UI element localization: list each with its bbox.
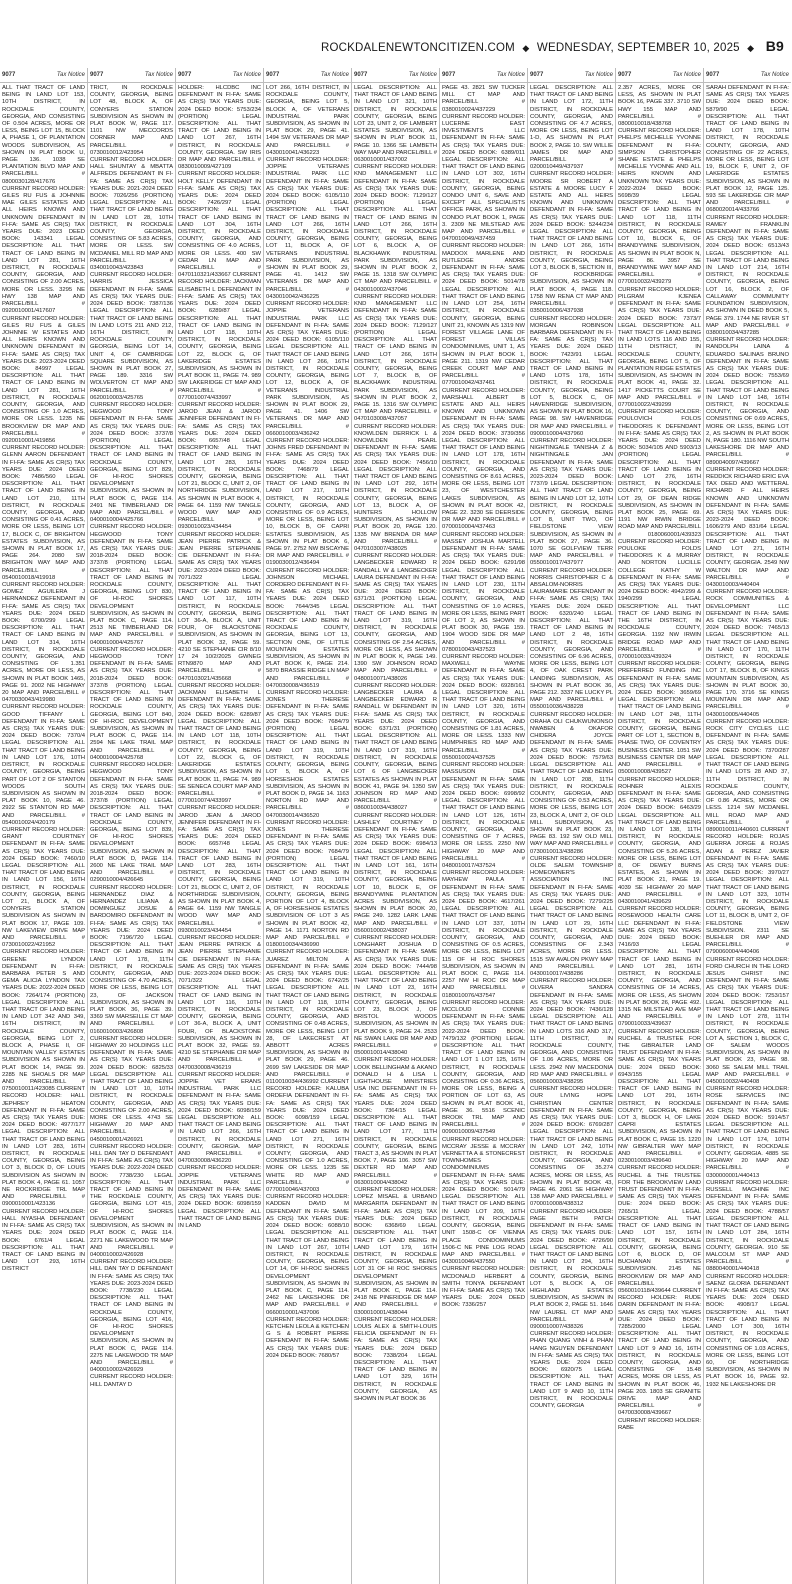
legal-notice-column	[352, 68, 440, 1584]
category-title: Tax Notice	[496, 72, 525, 78]
notice-text: HOLDER: HLCDBC INC DEFENDANT IN FI-FA: SAME AS CR(S) TAX YEARS DUE: 2024 DEED BOOK: 5753/234 (PORTION) LEGAL DESCRIPTION: ALL THAT TRACT OF LAND BEING IN LAND LOT 267, 16TH DISTRICT, IN ROCKDALE COUNTY, GEORGIA. SW IRIS DR MAP AND PARCEL/BILL # 0830010009/427109 CURRENT RECORD HOLDER: HOLT KELLY DEFENDANT IN FI-FA: SAME AS CR(S) TAX YEARS DUE: 2024 DEED BOOK: 7426/297 LEGAL DESCRIPTION: ALL THAT TRACT OF LAND BEING IN LAND LOT 304, 16TH DISTRICT, IN ROCKDALE COUNTY, GEORGIA, AND CONSISTING OF 4.0 ACRES, MORE OR LESS. 400 SW CEDAR LN MAP AND PARCEL/BILL # 0470110321/433667 CURRENT RECORD HOLDER: JACKMAN ELISABETH L DEFENDANT IN FI-FA: SAME AS CR(S) TAX YEARS DUE: 2024 DEED BOOK: 6289/87 LEGAL DESCRIPTION: ALL THAT TRACT OF LAND BEING IN LAND LOT 118, 10TH DISTRICT, IN ROCKDALE COUNTY, GEORGIA, BEING LOT 22, BLOCK G, OF LAKERIDGE ESTATES SUBDIVISION, AS SHOWN IN PLAT BOOK 11, PAGE 74. 989 SW LAKERIDGE CT MAP AND PARCEL/BILL # 0770010074/433997 CURRENT RECORD HOLDER: JAROD JEAN & JAROD JENNIFER DEFENDANT IN FI-FA: SAME AS CR(S) TAX YEARS DUE: 2024 DEED BOOK: 6657/48 LEGAL DESCRIPTION: ALL THAT TRACT OF LAND BEING IN LAND LOT 283, 16TH DISTRICT, IN ROCKDALE COUNTY, GEORGIA, BEING LOT 21, BLOCK C, UNIT 2, OF NORTHRIDGE SUBDIVISION, AS SHOWN IN PLAT BOOK 4, PAGE 64. 1159 NW TANGLE WOOD WAY MAP AND PARCEL/BILL # 0930010023/434454 CURRENT RECORD HOLDER: JEAN PIERRE PATRICK & JEAN PIERRE STEPHANIE CIE DEFENDANT IN FI-FA: SAME AS CR(S) TAX YEARS DUE: 2023-2024 DEED BOOK: 7071/322 LEGAL DESCRIPTION: ALL THAT TRACT OF LAND BEING IN LAND LOT 117, 10TH DISTRICT, IN ROCKDALE COUNTY, GEORGIA, BEING LOT 36-A, BLOCK A, UNIT FOUR, OF BLACKSTONE SUBDIVISION, AS SHOWN IN PLAT BOOK 32, PAGE 59. 4210 SE STEPHANIE CIR 8/10 17 24 10/2/2025 GWNEG RTN9870 MAP AND PARCEL/BILL # 0470103021/435668 CURRENT RECORD HOLDER: JACKMAN ELISABETH L DEFENDANT IN FI-FA: SAME AS CR(S) TAX YEARS DUE: 2024 DEED BOOK: 6289/87 LEGAL DESCRIPTION: ALL THAT TRACT OF LAND BEING IN LAND LOT 118, 10TH DISTRICT, IN ROCKDALE COUNTY, GEORGIA, BEING LOT 22, BLOCK G, OF LAKERIDGE ESTATES SUBDIVISION, AS SHOWN IN PLAT BOOK 11, PAGE 74. 989 SE SENECA COURT MAP AND PARCEL/BILL # 0770010074/433997 CURRENT RECORD HOLDER: JAROD JEAN & JAROD JENNIFER DEFENDANT IN FI-FA: SAME AS CR(S) TAX YEARS DUE: 2024 DEED BOOK: 6657/48 LEGAL DESCRIPTION: ALL THAT TRACT OF LAND BEING IN LAND LOT 283, 16TH DISTRICT, IN ROCKDALE COUNTY, GEORGIA, BEING LOT 21, BLOCK C, UNIT 2, OF NORTHRIDGE SUBDIVISION, AS SHOWN IN PLAT BOOK 4, PAGE 64. 1159 NW TANGLE WOOD WAY MAP AND PARCEL/BILL # 0930010023/434454 CURRENT RECORD HOLDER: JEAN PIERRE PATRICK & JEAN PIERRE STEPHANIE CIE DEFENDANT IN FI-FA: SAME AS CR(S) TAX YEARS DUE: 2023-2024 DEED BOOK: 7071/322 LEGAL DESCRIPTION: ALL THAT TRACT OF LAND BEING IN LAND LOT 116, 10TH DISTRICT, IN ROCKDALE COUNTY, GEORGIA, BEING LOT 36-A, BLOCK A, UNIT FOUR, OF BLACKSTONE SUBDIVISION, AS SHOWN IN PLAT BOOK 32, PAGE 59. 4210 SE STEPHANIE CIR MAP AND PARCEL/BILL # 0470030008/436219 CURRENT RECORD HOLDER: JOPPIE VET ERANS INDUSTRIAL PARK LLC DEFENDANT IN FI-FA: SAME AS CR(S) TAX YEARS DUE: 2024 DEED BOOK: 6098/159 LEGAL DESCRIPTION: ALL THAT TRACT OF LAND BEING IN LAND LOT 266, 16TH DISTRICT, IN ROCKDALE COUNTY, GEORGIA. MAP AND PARCEL/BILL # 0470030008/436220 CURRENT RECORD HOLDER: JOPPIE VETERANS INDUSTRIAL PARK LLC DEFENDANT IN FI-FA: SAME AS CR(S) TAX YEARS DUE: 2024 DEED BOOK: 6098/159 LEGAL DESCRIPTION: ALL THAT TRACT OF LAND BEING IN LAND	[178, 85, 261, 1230]
legal-notice-column	[616, 68, 704, 1584]
notice-text: LOT 266, 16TH DISTRICT, IN ROCKDALE COUNTY, GEORGIA, BEING LOT 5, BLOCK A, OF VETERANS INDUSTRIAL PARK SUBDIVISION, AS SHOWN IN PLAT BOOK 29, PAGE 41. 1494 SW VETERANS DR MAP AND PARCEL/BILL # 0430010041/436223 CURRENT RECORD HOLDER: JOPPIE VETERANS INDUSTRIAL PARK LLC DEFENDANT IN FI-FA: SAME AS CR(S) TAX YEARS DUE: 2024 DEED BOOK: 6105/110 (PORTION) LEGAL DESCRIPTION: ALL THAT TRACT OF LAND BEING IN LAND LOT 266, 16TH DISTRICT, IN ROCKDALE COUNTY, GEORGIA, BEING LOT 11, BLOCK A, OF VETERANS INDUSTRIAL PARK SUBDIVISION, AS SHOWN IN PLAT BOOK 29, PAGE 41. 1412 SW VETERANS DR MAP AND PARCEL/BILL # 0430010042/436225 CURRENT RECORD HOLDER: JOPPIE VETERANS INDUSTRIAL PARK LLC DEFENDANT IN FI-FA: SAME AS CR(S) TAX YEARS DUE: 2024 DEED BOOK: 6105/110 LEGAL DESCRIPTION: ALL THAT TRACT OF LAND BEING IN LAND LOT 266, 16TH DISTRICT, IN ROCKDALE COUNTY, GEORGIA, BEING LOT 12, BLOCK A, OF VETERANS INDUSTRIAL PARK SUBDIVISION, AS SHOWN IN PLAT BOOK 29, PAGE 41. 1406 SW VETERANS DR MAP AND PARCEL/BILL # 0660010003/436242 CURRENT RECORD HOLDER: JOHNS FRED DEFENDANT IN FI-FA: SAME AS CR(S) TAX YEARS DUE: 2024 DEED BOOK: 7468/79 LEGAL DESCRIPTION: ALL THAT TRACT OF LAND BEING IN LAND LOT 217, 10TH DISTRICT, IN ROCKDALE COUNTY, GEORGIA, AND CONSISTING OF 0.9 ACRES, MORE OR LESS, BEING LOT 10, BLOCK B, OF CAPRI ESTATES SUBDIVISION, AS SHOWN IN PLAT BOOK 6, PAGE 97. 2752 NW BISCAYNE DR MAP AND PARCEL/BILL # 0190030012/436494 CURRENT RECORD HOLDER: JOHNSON MICHAEL CORDERO DEFENDANT IN FI-FA: SAME AS CR(S) TAX YEARS DUE: 2024 DEED BOOK: 7644/345 LEGAL DESCRIPTION: ALL THAT TRACT OF LAND BEING IN ROCKDALE COUNTY, GEORGIA, BEING LOT 13, SECTION ONE, OF LITTLE MOUNTAIN ESTATES SUBDIVISION, AS SHOWN IN PLAT BOOK K, PAGE 214. 5870 BRASSIE RIDGE LN MAP AND PARCEL/BILL # 0470030008/436519 CURRENT RECORD HOLDER: JONES THERESE DEFENDANT IN FI-FA: SAME AS CR(S) TAX YEARS DUE: 2024 DEED BOOK: 7684/79 (PORTION) LEGAL DESCRIPTION: ALL THAT TRACT OF LAND BEING IN LAND LOT 319, 10TH DISTRICT, IN ROCKDALE COUNTY, GEORGIA, BEING LOT 5, BLOCK A, OF HORSESHOE ESTATES SUBDIVISION, AS SHOWN IN PLAT BOOK D, PAGE 14. 1163 NORTON RD MAP AND PARCEL/BILL # 0470030014/436520 CURRENT RECORD HOLDER: JONES THERESE DEFENDANT IN FI-FA: SAME AS CR(S) TAX YEARS DUE: 2024 DEED BOOK: 7684/79 (PORTION) LEGAL DESCRIPTION: ALL THAT TRACT OF LAND BEING IN LAND LOT 319, 10TH DISTRICT, IN ROCKDALE COUNTY, GEORGIA, BEING PORTION OF LOT 4, BLOCK A, OF HORSESHOE ESTATES SUBDIVISION OF LOT 3 AS SHOWN IN PLAT BOOK 42, PAGE 14. 1171 NORTON RD MAP AND PARCEL/BILL # 0180010034/436990 CURRENT RECORD HOLDER: JUAREZ MILTON A DEFENDANT IN FI-FA: SAME AS CR(S) TAX YEARS DUE: 2024 DEED BOOK: 6742/25 LEGAL DESCRIPTION: ALL THAT TRACT OF LAND BEING IN LAND LOT 118, 10TH DISTRICT, IN ROCKDALE COUNTY, GEORGIA, AND CONSISTING OF 0.48 ACRES, MORE OR LESS, BEING LOT 28, OF LAKECREST AT ABBOTT ACRES SUBDIVISION, AS SHOWN IN PLAT BOOK 29, PAGE 46. 2699 SW LAKESIDE DR MAP AND PARCEL/BILL # 0110010034/436992 CURRENT RECORD HOLDER: KALUBA ORDEFIA DEFENDANT IN FI-FA: SAME AS CR(S) TAX YEARS DUE: 2024 DEED BOOK: 6098/159 LEGAL DESCRIPTION: ALL THAT TRACT OF LAND BEING IN LAND LOT 271, 16TH DISTRICT, IN ROCKDALE COUNTY, GEORGIA, AND CONSISTING OF 1.0 ACRES, MORE OR LESS. 1235 SE WHITE RD MAP AND PARCEL/BILL # 0770010046/437003 CURRENT RECORD HOLDER: KADDEN DAVID M DEFENDANT IN FI-FA: SAME AS CR(S) TAX YEARS DUE: 2024 DEED BOOK: 6088/10 LEGAL DESCRIPTION: ALL THAT TRACT OF LAND BEING IN LAND LOT 267, 10TH DISTRICT, IN ROCKDALE COUNTY, GEORGIA, BEING LOT 14, OF HI-ROC SHORES DEVELOPMENT SUBDIVISION, AS SHOWN IN PLAT BOOK C, PAGE 114. 2462 NE LAKESHORE DR MAP AND PARCEL/BILL # 0660010001/437006 CURRENT RECORD HOLDER: KETCHEN LEOLA & KETCHEN G S & ROBERT PIERRE DEFENDANT IN FI-FA: SAME AS CR(S) TAX YEARS DUE: 2024 DEED BOOK: 7680/57	[266, 85, 349, 1359]
category-title: Tax Notice	[672, 72, 701, 78]
column-header	[176, 68, 263, 83]
legal-notice-column	[440, 68, 528, 1584]
column-header	[440, 68, 527, 83]
masthead	[0, 0, 792, 66]
category-code: 9077	[530, 72, 544, 78]
category-title: Tax Notice	[144, 72, 173, 78]
diamond-separator-icon: ◆	[747, 43, 755, 53]
legal-notice-column	[264, 68, 352, 1584]
legal-notice-column	[176, 68, 264, 1584]
column-header	[352, 68, 439, 83]
legal-notice-column	[704, 68, 791, 1584]
legal-notice-column	[0, 68, 88, 1584]
legal-notice-column	[88, 68, 176, 1584]
page-number: B9	[765, 38, 784, 54]
notice-text: PAGE 43. 2821 SW TUCKER MILL CT MAP AND PARCEL/BILL # 0380010024/437229 CURRENT RECORD HOLDER: LUCERNE EAST INVESTMENTS LLC DEFENDANT IN FI-FA: SAME AS CR(S) TAX YEARS DUE: 2024 DEED BOOK: 6389/011 LEGAL DESCRIPTION: ALL THAT TRACT OF LAND BEING IN LAND LOT 302, 16TH DISTRICT, IN ROCKDALE COUNTY, GEORGIA, BEING CONDO UNIT 6, SAVE AND EXCEPT ALL SPECIALISTS OFFICE PARK, AS SHOWN IN CONDO PLAT BOOK 1, PAGE 3. 2309 NE MILSTEAD AVE MAP AND PARCEL/BILL # 0470010049/437459 CURRENT RECORD HOLDER: MADDOX MARLENE AND RUTLEDGE ANDRE DEFENDANT IN FI-FA: SAME AS CR(S) TAX YEARS DUE: 2024 DEED BOOK: 5014/78 LEGAL DESCRIPTION: ALL THAT TRACT OF LAND BEING IN LAND LOT 254, 16TH DISTRICT, IN ROCKDALE COUNTY, GEORGIA, BEING UNIT 21, KNOWN AS 1319 NW FOREST VILLAGE LANE OF FOREST VILLAS CONDOMINIUMS, UNIT 1, AS SHOWN IN PLAT BOOK 1, PAGE 211. 1319 NW CEDAR CREEK COURT MAP AND PARCEL/BILL # 0770010042/437461 CURRENT RECORD HOLDER: MARSHALL ALBERT B ESTATE AND ALL HEIRS KNOWN AND UNKNOWN DEFENDANT IN FI-FA: SAME AS CR(S) TAX YEARS DUE: 2024 DEED BOOK: 3739/356 LEGAL DESCRIPTION: ALL THAT TRACT OF LAND BEING IN LAND LOT 178, 16TH DISTRICT, IN ROCKDALE COUNTY, GEORGIA, AND CONSISTING OF 8.61 ACRES, MORE OR LESS, BEING LOT 23, OF WESTCHESTER LAKES SUBDIVISION, AS SHOWN IN PLAT BOOK 42, PAGE 22. 3230 SE DEERSIDE DR MAP AND PARCEL/BILL # 0700010004/437463 CURRENT RECORD HOLDER: MASSEY JOSHUA MARTELL DEFENDANT IN FI-FA: SAME AS CR(S) TAX YEARS DUE: 2024 DEED BOOK: 6291/98 LEGAL DESCRIPTION: ALL THAT TRACT OF LAND BEING IN LAND LOT 230, 11TH DISTRICT, IN ROCKDALE COUNTY, GEORGIA, AND CONSISTING OF 1.0 ACRES, MORE OR LESS, BEING PART OF LOT 2, AS SHOWN IN PLAT BOOK 30, PAGE 159. 1904 WOOD SIDE DR MAP AND PARCEL/BILL # 0780010043/437523 CURRENT RECORD HOLDER: MAXWELL WAYNE DEFENDANT IN FI-FA: SAME AS CR(S) TAX YEARS DUE: 2024 DEED BOOK: 6928/161 LEGAL DESCRIPTION: ALL THAT TRACT OF LAND BEING IN LAND LOT 320, 16TH DISTRICT, IN ROCKDALE COUNTY, GEORGIA, AND CONSISTING OF 1.81 ACRES, MORE OR LESS. 1333 NW HUMPHRIES RD MAP AND PARCEL/BILL # 0550010024/437525 CURRENT RECORD HOLDER: MASSUSON DEA DEFENDANT IN FI-FA: SAME AS CR(S) TAX YEARS DUE: 2024 DEED BOOK: 6998/92 LEGAL DESCRIPTION: ALL THAT TRACT OF LAND BEING IN LAND LOT 126, 16TH DISTRICT, IN ROCKDALE COUNTY, GEORGIA, AND CONSISTING OF 7 ACRES, MORE OR LESS. 2250 NW HIGHWAY 20 MAP AND PARCEL/BILL # 0480010017/437524 CURRENT RECORD HOLDER: MAYHEW PAULA T DEFENDANT IN FI-FA: SAME AS CR(S) TAX YEARS DUE: 2024 DEED BOOK: 4617/261 LEGAL DESCRIPTION: ALL THAT TRACT OF LAND BEING IN LAND LOT 337, 10TH DISTRICT, IN ROCKDALE COUNTY, GEORGIA, AND CONSISTING OF 0.5 ACRES, MORE OR LESS, BEING LOT 115 OF HI ROC SHORES SUBDIVISION, AS SHOWN IN PLAT BOOK C, PAGE 114. 2257 NW HI ROC DR MAP AND PARCEL/BILL # 0180010076/437547 CURRENT RECORD HOLDER: MCCLOUD CONNIE DEFENDANT IN FI-FA: SAME AS CR(S) TAX YEARS DUE: 2022-2024 DEED BOOK: 7479/132 (PORTION) LEGAL DESCRIPTION: ALL THAT TRACT OF LAND BEING IN LAND LOT 1 LOT 125, 16TH DISTRICT, IN ROCKDALE COUNTY, GEORGIA, AND CONSISTING OF 0.36 ACRES, MORE OR LESS, BEING A PORTION OF LOT 63, AS SHOWN IN PLAT BOOK 41, PAGE 36. 5516 SCENIC BROOK TRL MAP AND PARCEL/BILL # 0090010009/437549 CURRENT RECORD HOLDER: MCCRAY JESSE & MCCRAY VERNETTA A & STONECREST TOWNHOMES CONDOMINIUMS DEFENDANT IN FI-FA: SAME AS CR(S) TAX YEARS DUE: 2024 DEED BOOK: 5014/79 LEGAL DESCRIPTION: ALL THAT TRACT OF LAND BEING IN LAND LOT 209, 16TH DISTRICT, IN ROCKDALE COUNTY, GEORGIA, BEING UNIT 1508-C OF VIENNA PLACE CONDOMINIUMS 1506-C NE PINE LOG ROAD MAP AND PARCEL/BILL # 0430010046/437550 CURRENT RECORD HOLDER: MCDONALD HERBERT & SMITH TONYA DEFENDANT IN FI-FA: SAME AS CR(S) TAX YEARS DUE: 2024 DEED BOOK: 7336/257	[442, 85, 525, 1309]
category-code: 9077	[442, 72, 456, 78]
category-code: 9077	[178, 72, 192, 78]
column-header	[528, 68, 615, 83]
category-title: Tax Notice	[56, 72, 85, 78]
column-header	[704, 68, 791, 83]
site-url[interactable]: ROCKDALENEWTONCITIZEN.COM	[321, 42, 515, 54]
issue-date: WEDNESDAY, SEPTEMBER 10, 2025	[536, 42, 740, 54]
category-title: Tax Notice	[584, 72, 613, 78]
page-header	[321, 38, 784, 54]
notice-text: SARAH DEFENDANT IN FI-FA: SAME AS CR(S) TAX YEARS DUE: 2024 DEED BOOK: 5879/90 LEGAL DESCRIPTION: ALL THAT TRACT OF LAND BEING IN LAND LOT 178, 10TH DISTRICT, IN ROCKDALE COUNTY, GEORGIA, AND CONSISTING OF 22 ACRES, MORE OR LESS, BEING LOT 19, BLOCK F, UNIT 2, OF LAKERIDGE ESTATES SUBDIVISION, AS SHOWN IN PLAT BOOK 12, PAGE 125. 593 SE LAKERIDGE CIR MAP AND PARCEL/BILL # 0680020014/433766 CURRENT RECORD HOLDER: RAMEY FRANKLIN DEFENDANT IN FI-FA: SAME AS CR(S) TAX YEARS DUE: 2024 DEED BOOK: 6513/43 LEGAL DESCRIPTION: ALL THAT TRACT OF LAND BEING IN LAND LOT 214, 16TH DISTRICT, IN ROCKDALE COUNTY, GEORGIA, BEING LOT 16, BLOCK 2, OF CALLAWAY COMMUNITY FOUNDATION SUBDIVISION, AS SHOWN IN DEED BOOK 5, PAGE 379. 1744 NE RIVER ST MAP AND PARCEL/BILL # 0380010034/437285 CURRENT RECORD HOLDER: RANDOLPH LAINA & EDUARDO SALINAS BRUNO DEFENDANT IN FI-FA: SAME AS CR(S) TAX YEARS DUE: 2024 DEED BOOK: 7553/69 LEGAL DESCRIPTION: ALL THAT TRACT OF LAND BEING IN LAND LOT 148, 16TH DISTRICT, IN ROCKDALE COUNTY, GEORGIA, AND CONSISTING OF 0.69 ACRES, MORE OR LESS, BEING LOT 2, AS SHOWN IN PLAT BOOK N, PAGE 180. 1116 NW SOUTH LAKESHORE DR MAP AND PARCEL/BILL # 0890040097/439667 CURRENT RECORD HOLDER: REDDICK RICHARD ERIC EVA TAX DEED AND WETTERAL RICHARD F ALL HEIRS KNOWN AND UNKNOWN DEFENDANT IN FI-FA: SAME AS CR(S) TAX YEARS DUE: 2023-2024 DEED BOOK: 1606/279 AND 831/64 LEGAL DESCRIPTION: ALL THAT TRACT OF LAND BEING IN LAND LOT 271, 16TH DISTRICT, IN ROCKDALE COUNTY, GEORGIA. 2549 NW WALTON DR MAP AND PARCEL/BILL # 0430010003/440404 CURRENT RECORD HOLDER: ROCK COMMUNITIES & DEVELOPMENT LLC DEFENDANT IN FI-FA: SAME AS CR(S) TAX YEARS DUE: 2024 DEED BOOK: 7465/13 LEGAL DESCRIPTION: ALL THAT TRACT OF LAND BEING IN LAND LOT 170, 11TH DISTRICT, IN ROCKDALE COUNTY, GEORGIA, BEING LOT 17, BLOCK B, OF KINGS MOUNTAIN SUBDIVISION, AS SHOWN IN PLAT BOOK 30, PAGE 170. 3716 SE KINGS MOUNTAIN DR MAP AND PARCEL/BILL # 0430010005/440405 CURRENT RECORD HOLDER: ROCK CITY CYCLES LLC DEFENDANT IN FI-FA: SAME AS CR(S) TAX YEARS DUE: 2024 DEED BOOK: 7370/287 LEGAL DESCRIPTION: ALL THAT TRACT OF LAND BEING IN LAND LOTS 28 AND 37, 11TH DISTRICT, IN ROCKDALE COUNTY, GEORGIA, AND CONSISTING OF 0.86 ACRES, MORE OR LESS. 1214 SW MCDANIEL MILL ROAD MAP AND PARCEL/BILL # 0890010011/440601 CURRENT RECORD HOLDER: ROJAS GUERRA JORGE & ROJAS ADAN & PEREZ JAVIER DEFENDANT IN FI-FA: SAME AS CR(S) TAX YEARS DUE: 2024 DEED BOOK: 3970/27 LEGAL DESCRIPTION: ALL THAT TRACT OF LAND BEING IN LAND LOT 323, 10TH DISTRICT, IN ROCKDALE COUNTY, GEORGIA, BEING LOT 11, BLOCK B, UNIT 2, OF FIELDSTONE VIEW SUBDIVISION. 2311 SE BUEHLER DR MAP AND PARCEL/BILL # 0790060004/440406 CURRENT RECORD HOLDER: FORD CHURCH IN THE LORD JESUS CHRIST INC DEFENDANT IN FI-FA: SAME AS CR(S) TAX YEARS DUE: 2024 DEED BOOK: 7253/157 LEGAL DESCRIPTION: ALL THAT TRACT OF LAND BEING IN LAND LOT 278, 11TH DISTRICT, IN ROCKDALE COUNTY, GEORGIA, BEING LOT A, SECTION 1, BLOCK C, OF SALEM WOODS SUBDIVISION, AS SHOWN IN PLAT BOOK 23, PAGE 98. 3060 SE SALEM MILL TRAIL MAP AND PARCEL/BILL # 0450010032/440408 CURRENT RECORD HOLDER: ROSE SERVICES INC DEFENDANT IN FI-FA: SAME AS CR(S) TAX YEARS DUE: 2024 DEED BOOK: 5914/57 LEGAL DESCRIPTION: ALL THAT TRACT OF LAND BEING IN LAND LOT 174, 10TH DISTRICT, IN ROCKDALE COUNTY, GEORGIA. 4885 SE HIGHWAY 20 MAP AND PARCEL/BILL # 0300000001/440413 CURRENT RECORD HOLDER: RUSSELL MACHINE INC DEFENDANT IN FI-FA: SAME AS CR(S) TAX YEARS DUE: 2024 DEED BOOK: 4788/57 LEGAL DESCRIPTION: ALL THAT TRACT OF LAND BEING IN LAND LOT 284, 16TH DISTRICT, IN ROCKDALE COUNTY, GEORGIA. 910 SE MALCOLM ST MAP AND PARCEL/BILL # 0880040001/440418 CURRENT RECORD HOLDER: SAENZ GLORIA DEFENDANT IN FI-FA: SAME AS CR(S) TAX YEARS DUE: 2024 DEED BOOK: 4908/17 LEGAL DESCRIPTION: ALL THAT TRACT OF LAND BEING IN LAND LOT 300, 16TH DISTRICT, IN ROCKDALE COUNTY, GEORGIA, AND CONSISTING OF 1.03 ACRES, MORE OR LESS, BEING LOT 60, OF NORTHRIDGE SUBDIVISION, AS SHOWN IN PLAT BOOK 16, PAGE 92. 1932 NE LAKESHORE DR	[706, 85, 789, 1388]
column-header	[264, 68, 351, 83]
category-code: 9077	[2, 72, 16, 78]
notice-text: 2.357 ACRES, MORE OR LESS, AS SHOWN IN PLAT BOOK 16, PAGE 337. 3710 SW HWY 155 MAP AND PARCEL/BILL # 0800010018/438768 CURRENT RECORD HOLDER: PHELPS MICHELLE YVONNE DEFENDANT IN FI-FA: SIMPSON CHRISTOPHER SHANE ESTATE & PHELPS MICHELLE YVONNE AND ALL HEIRS KNOWN AND UNKNOWN TAX YEARS DUE: 2022-2024 DEED BOOK: 5698/39 LEGAL DESCRIPTION: ALL THAT TRACT OF LAND BEING IN LAND LOT 118, 11TH DISTRICT, IN ROCKDALE COUNTY, GEORGIA, BEING LOT 10, BLOCK E, OF BRANDYWINE SUBDIVISION, AS SHOWN IN PLAT BOOK N, PAGE 86. 3957 SE BRANDYWINE WAY MAP AND PARCEL/BILL # 0770010032/439279 CURRENT RECORD HOLDER: PILGRAM KJENEA DEFENDANT IN FI-FA: SAME AS CR(S) TAX YEARS DUE: 2024 DEED BOOK: 7373/7 LEGAL DESCRIPTION: ALL THAT TRACT OF LAND BEING IN LAND LOTS 116 AND 155, 11TH DISTRICT, IN ROCKDALE COUNTY, GEORGIA, BEING LOT 5, OF PLANTATION RIDGE ESTATES SUBDIVISION, AS SHOWN IN PLAT BOOK 41, PAGE 32. 1417 PICKETTS COURT SE MAP AND PARCEL/BILL # 0770010022/439299 CURRENT RECORD HOLDER: POULOVICH FOLOS THEODORIS K DEFENDANT IN FI-FA: SAME AS CR(S) TAX YEARS DUE: 2024 DEED BOOK: 5034/105 AND 5903/13 (PORTION) LEGAL DESCRIPTION: ALL THAT TRACT OF LAND BEING IN LAND LOT 276, 16TH DISTRICT, IN ROCKDALE COUNTY, GEORGIA, BEING LOT 29, OF DEAN RIDGE SUBDIVISION, AS SHOWN IN PLAT BOOK 25, PAGE 69. 1191 NW IRWIN BRIDGE ROAD MAP AND PARCEL/BILL # 0180060001/439323 CURRENT RECORD HOLDER: POULOKE FOLDS THEODORIS K & MURRAY AND NORTON LUCILLE COLLEGE KATHY W DEFENDANT IN FI-FA: SAME AS CR(S) TAX YEARS DUE: 2024 DEED BOOK: 4942/299 & 1940/299 LEGAL DESCRIPTION: ALL THAT TRACT OF LAND BEING IN THE 16TH DISTRICT, IN ROCKDALE COUNTY, GEORGIA. 1192 NW IRWIN BRIDGE ROAD MAP AND PARCEL/BILL # 0700010033/439324 CURRENT RECORD HOLDER: PREFERRED FUNDING INC DEFENDANT IN FI-FA: SAME AS CR(S) TAX YEARS DUE: 2024 DEED BOOK: 3659/69 LEGAL DESCRIPTION: ALL THAT TRACT OF LAND BEING IN LAND LOT 248, 11TH DISTRICT, IN ROCKDALE COUNTY, GEORGIA, BEING PART OF LOT 1, SECTION B, PHASE TWO, OF COVENTRY BUSINESS CENTER. 1051 SW BUSINESS CENTER DR MAP AND PARCEL/BILL # 0500010008/439527 CURRENT RECORD HOLDER: ROHNER ALEXIS DEFENDANT IN FI-FA: SAME AS CR(S) TAX YEARS DUE: 2024 DEED BOOK: 6463/29 LEGAL DESCRIPTION: ALL THAT TRACT OF LAND BEING IN LAND LOT 138, 11TH DISTRICT, IN ROCKDALE COUNTY, GEORGIA, AND CONSISTING OF 5.26 ACRES, MORE OR LESS, BEING LOT 8, OF DEWEY BURNS ESTATES, AS SHOWN IN PLAT BOOK 21, PAGE 19. 4039 SE HIGHWAY 20 MAP AND PARCEL/BILL # 0430010041/439629 CURRENT RECORD HOLDER: ROSEWOOD HEALTH CARE LLC DEFENDANT IN FI-FA: SAME AS CR(S) TAX YEARS DUE: 2024 DEED BOOK: 7416/93 LEGAL DESCRIPTION: ALL THAT TRACT OF LAND BEING IN LAND LOT 281, 16TH DISTRICT, IN ROCKDALE COUNTY, GEORGIA, AND CONSISTING OF 14 ACRES, MORE OR LESS, AS SHOWN IN PLAT BOOK 26, PAGE 492. 1315 NE MILSTEAD AVE MAP AND PARCEL/BILL # 0790010033/439637 CURRENT RECORD HOLDER: RUCHEL & TRUSTEE FOR THE GIBRALTER LAND TRUST DEFENDANT IN FI-FA: SAME AS CR(S) TAX YEARS DUE: 2024 DEED BOOK: 6943/155 LEGAL DESCRIPTION: ALL THAT TRACT OF LAND BEING IN LAND LOT 291, 16TH DISTRICT, IN ROCKDALE COUNTY, GEORGIA, BEING LOT 3, BLOCK H, OF LAKE CAPRI ESTATES SUBDIVISION, AS SHOWN IN PLAT BOOK C, PAGE 15. 1220 NW GIBRALTER WAY MAP AND PARCEL/BILL # 0230010003/439640 CURRENT RECORD HOLDER: RUCHEL & THE TRUSTEE FOR THE BROOKVIEW LAND TRUST DEFENDANT IN FI-FA: SAME AS CR(S) TAX YEARS DUE: 2024 DEED BOOK: 7265/11 LEGAL DESCRIPTION: ALL THAT TRACT OF LAND BEING IN LAND LOT 157, 16TH DISTRICT, IN ROCKDALE COUNTY, GEORGIA, BEING LOT 6, BLOCK D, OF BUCHANAN ESTATES SUBDIVISION. 2145 NE BROOKVIEW DR MAP AND PARCEL/BILL # 0560010118/439644 CURRENT RECORD HOLDER: RUDE DARIN DEFENDANT IN FI-FA: SAME AS CR(S) TAX YEARS DUE: 2024 DEED BOOK: 7285/2000 LEGAL DESCRIPTION: ALL THAT TRACT OF LAND BEING IN LAND LOT 9 AND 16, 16TH DISTRICT, IN ROCKDALE COUNTY, GEORGIA, AND CONSISTING OF 15.48 ACRES, MORE OR LESS, AS SHOWN IN PLAT BOOK 46, PAGE 203. 1803 SE GRANITE DRIVE MAP AND PARCEL/BILL # 0470030008/439667 CURRENT RECORD HOLDER: RABE	[618, 85, 701, 1431]
category-code: 9077	[618, 72, 632, 78]
category-code: 9077	[706, 72, 720, 78]
notice-text: TRICT, IN ROCKDALE COUNTY, GEORGIA, BEING LOT 48, BLOCK A, OF CONYERS STATION SUBDIVISION AS SHOWN IN PLAT BOOK W, PAGE 117. 1101 NW MECCORDS CORNER MAP AND PARCEL/BILL # 0730010012/423954 CURRENT RECORD HOLDER: HALL SHUNTAY & MBATTA ALFREDS DEFENDANT IN FI-FA: SAME AS CR(S) TAX YEARS DUE: 2021-2024 DEED BOOK: 7026/256 (PORTION) LEGAL DESCRIPTION: ALL THAT TRACT OF LAND BEING IN LAND LOT 28, 10TH DISTRICT, IN ROCKDALE COUNTY, GEORGIA, CONSISTING OF 5.83 ACRES, MORE OR LESS. SW MCDANIEL MILL RD MAP AND PARCEL/BILL # 0340010043/423843 CURRENT RECORD HOLDER: HARRIS JESSICA DEFENDANT IN FI-FA: SAME AS CR(S) TAX YEARS DUE: 2024 DEED BOOK: 7387/136 LEGAL DESCRIPTION: ALL THAT TRACT OF LAND BEING IN LAND LOTS 211 AND 212, 16TH DISTRICT, IN ROCKDALE COUNTY, GEORGIA, BEING LOT 14, UNIT 4, OF CAMBRIDGE SQUARE SUBDIVISION, AS SHOWN IN PLAT BOOK 27, PAGE 189. 3316 SW WOLVERTON CT MAP AND PARCEL/BILL # 0620010003/425765 CURRENT RECORD HOLDER: HEGWOOD TONY DEFENDANT IN FI-FA: SAME AS CR(S) TAX YEARS DUE: 2024 DEED BOOK: 3737/8 (PORTION) LEGAL DESCRIPTION: ALL THAT TRACT OF LAND BEING IN ROCKDALE COUNTY, GEORGIA, BEING LOT 829, OF HI-ROC SHORES DEVELOPMENT SUBDIVISION, AS SHOWN IN PLAT BOOK C, PAGE 114. 2491 NE TIMBERLAND DR MAP AND PARCEL/BILL # 0400010004/425766 CURRENT RECORD HOLDER: HEGWOOD TONY DEFENDANT IN FI-FA: SAME AS CR(S) TAX YEARS DUE: 2018-2024 DEED BOOK: 3737/8 (PORTION) LEGAL DESCRIPTION: ALL THAT TRACT OF LAND BEING IN ROCKDALE COUNTY, GEORGIA, BEING LOT 830, OF HI-ROC SHORES DEVELOPMENT SUBDIVISION, AS SHOWN IN PLAT BOOK C, PAGE 114. 2513 NE TIMBERLAND DR MAP AND PARCEL/BILL # 0400010004/425767 CURRENT RECORD HOLDER: HEGWOOD TONY DEFENDANT IN FI-FA: SAME AS CR(S) TAX YEARS DUE: 2018-2024 DEED BOOK: 3737/8 (PORTION) LEGAL DESCRIPTION: ALL THAT TRACT OF LAND BEING IN ROCKDALE COUNTY, GEORGIA, BEING LOT 840, OF HI-ROC DEVELOPMENT SUBDIVISION, AS SHOWN IN PLAT BOOK C, PAGE 114. 2594 NE LAKE TRAIL MAP AND PARCEL/BILL # 0400010004/425768 CURRENT RECORD HOLDER: HEGWOOD TONY DEFENDANT IN FI-FA: SAME AS CR(S) TAX YEARS DUE: 2018-2024 DEED BOOK: 3737/8 (PORTION) LEGAL DESCRIPTION: ALL THAT TRACT OF LAND BEING IN ROCKDALE COUNTY, GEORGIA, BEING LOT 839, OF HI-ROC SHORES DEVELOPMENT SUBDIVISION, AS SHOWN IN PLAT BOOK D, PAGE 114. 2600 NE LAKE TRAIL MAP AND PARCEL/BILL # 0290010004/426645 CURRENT RECORD HOLDER: HERNANDEZ DIAZ & HERNANDEZ LILIANA & DOMINGUEZ JOSUE & BARDOMIRO DEFENDANT IN FI-FA: SAME AS CR(S) TAX YEARS DUE: 2024 DEED BOOK: 7196/720 LEGAL DESCRIPTION: ALL THAT TRACT OF LAND BEING IN LAND LOT 178, 11TH DISTRICT, IN ROCKDALE COUNTY, GEORGIA, AND CONSISTING OF 4.70 ACRES, MORE OR LESS, BEING LOT 23, OF JACKSON SUBDIVISION, AS SHOWN IN PLAT BOOK 36, PAGE 39. 3369 SW MARSEILLE CT MAP AND PARCEL/BILL # 0160010003/426808 CURRENT RECORD HOLDER: HIGHWAY 20 HOLDINGS LLC DEFENDANT IN FI-FA: SAME AS CR(S) TAX YEARS DUE: 2024 DEED BOOK: 6825/33 LEGAL DESCRIPTION: ALL THAT TRACT OF LAND BEING IN LAND LOT 10, 10TH DISTRICT, IN ROCKDALE COUNTY, GEORGIA, AND CONSISTING OF 2.00 ACRES, MORE OR LESS. 4743 SE HIGHWAY 20 MAP AND PARCEL/BILL # 0450010001/426921 CURRENT RECORD HOLDER: HILL DAN TAY D DEFENDANT IN FI-FA: SAME AS CR(S) TAX YEARS DUE: 2022-2024 DEED BOOK: 7738/230 LEGAL DESCRIPTION: ALL THAT TRACT OF LAND BEING IN THE ROCKDALE COUNTY, GEORGIA, BEING LOT 415, OF HI-ROC SHORES DEVELOPMENT SUBDIVISION, AS SHOWN IN PLAT BOOK C, PAGE 114. 2271 NE LAKEWOOD TR MAP AND PARCEL/BILL # 0400010002/426928 CURRENT RECORD HOLDER: HILL DAN TAY D DEFENDANT IN FI-FA: SAME AS CR(S) TAX YEARS DUE: 2023-2024 DEED BOOK: 7738/230 LEGAL DESCRIPTION: ALL THAT TRACT OF LAND BEING IN ROCKDALE COUNTY, GEORGIA, BEING LOT 416, OF HI-ROC SHORES DEVELOPMENT SUBDIVISION, AS SHOWN IN PLAT BOOK C, PAGE 114. 2275 NE LAKEWOOD TR MAP AND PARCEL/BILL # 0400010002/426929 CURRENT RECORD HOLDER: HILL DANTAY D	[90, 85, 173, 1388]
classified-columns	[0, 68, 792, 1584]
notice-text: LEGAL DESCRIPTION: ALL THAT TRACT OF LAND BEING IN LAND LOT 172, 11TH DISTRICT, IN ROCKDALE COUNTY, GEORGIA, AND CONSISTING OF 4.7 ACRES, MORE OR LESS, BEING LOT 1-D, AS SHOWN IN PLAT BOOK 2, PAGE 10. SW WILLIE JAMES DR MAP AND PARCEL/BILL # 0200010449/437937 CURRENT RECORD HOLDER: MOORE SR ROBERT A ESTATE & MOORE LUCY F ESTATE AND ALL HEIRS KNOWN AND UNKNOWN DEFENDANT IN FI-FA: SAME AS CR(S) TAX YEARS DUE: 2024 DEED BOOK: 5244/234 LEGAL DESCRIPTION: ALL THAT TRACT OF LAND BEING IN LAND LOT 266, 16TH DISTRICT, IN ROCKDALE COUNTY, GEORGIA, BEING LOT 3, BLOCK B, SECTION III, OF ROCKBRIDGE SUBDIVISION, AS SHOWN IN PLAT BOOK 4, PAGE 118. 1758 NW RENA CT MAP AND PARCEL/BILL # 0350010006/437938 CURRENT RECORD HOLDER: MORGAN ROBINSON BARBARA DEFENDANT IN FI-FA: SAME AS CR(S) TAX YEARS DUE: 2024 DEED BOOK: 7423/91 LEGAL DESCRIPTION: ALL THAT TRACT OF LAND BEING IN LAND LOTS 178, 16TH DISTRICT, IN ROCKDALE COUNTY, GEORGIA, BEING LOT 5, BLOCK C, OF HAVENRIDGE SUBDIVISION, AS SHOWN IN PLAT BOOK 16, PAGE 98. SW HAVENRIDGE DR MAP AND PARCEL/BILL # 0900010004/437960 CURRENT RECORD HOLDER: NIGHTINGALE TANISHA Z & NIGHTINGALE JAN DEFENDANT IN FI-FA: SAME AS CR(S) TAX YEARS DUE: 2023-2024 DEED BOOK: 7737/9 LEGAL DESCRIPTION: ALL THAT TRACT OF LAND BEING IN LAND LOT 12, 10TH DISTRICT, IN ROCKDALE COUNTY, GEORGIA, BEING LOT 8, UNIT TWO, OF FIELDSTONE VIEW SUBDIVISION, AS SHOWN IN PLAT BOOK 27, PAGE 36. 1070 SE GOLFVIEW TERR MAP AND PARCEL/BILL # 0550010017/437977 CURRENT RECORD HOLDER: NORRIS CHRISTOPHER C & ABSALOM-NORRIS LAURAMARIE DEFENDANT IN FI-FA: SAME AS CR(S) TAX YEARS DUE: 2024 DEED BOOK: 6320/240 LEGAL DESCRIPTION: ALL THAT TRACT OF LAND BEING IN LAND LOT 2 48, 16TH DISTRICT, IN ROCKDALE COUNTY, GEORGIA, AND CONSISTING OF 6.96 ACRES, MORE OR LESS, BEING LOT 4, OF OAK CREST PARK LANDING SUBDIVISION, AS SHOWN IN PLAT BOOK 36, PAGE 212. 3337 NE LUCKY PL MAP AND PARCEL/BILL # 0550010036/438228 CURRENT RECORD HOLDER: ORAHA OLI CHUKWUNONSO NWABEN & OKAFOR CHIDERA JOYCE DEFENDANT IN FI-FA: SAME AS CR(S) TAX YEARS DUE: 2024 DEED BOOK: 7579/63 LEGAL DESCRIPTION: ALL THAT TRACT OF LAND BEING IN LAND LOT 208, 11TH DISTRICT, IN ROCKDALE COUNTY, GEORGIA, AND CONSISTING OF 0.53 ACRES, MORE OR LESS, BEING LOT 23, BLOCK A, UNIT 2, OF OLD MILL SUBDIVISION, AS SHOWN IN PLAT BOOK 23, PAGE 83. 192 SW OLD MILL WAY MAP AND PARCEL/BILL # 0730010013/438286 CURRENT RECORD HOLDER: OLDE SALEM TOWNSHIP HOMEOWNER'S ASSOCIATION INC DEFENDANT IN FI-FA: SAME AS CR(S) TAX YEARS DUE: 2024 DEED BOOK: 7279/225 LEGAL DESCRIPTION: ALL THAT TRACT OF LAND BEING IN LAND LOT 29, 16TH DISTRICT, IN ROCKDALE COUNTY, GEORGIA, AND CONSISTING OF 2.343 ACRES, MORE OR LESS. 1515 SW AVALON PKWY MAP AND PARCEL/BILL # 0430010017/438286 CURRENT RECORD HOLDER: OLVERA SANDRA DEFENDANT IN FI-FA: SAME AS CR(S) TAX YEARS DUE: 2024 DEED BOOK: 7436/128 LEGAL DESCRIPTION: ALL THAT TRACT OF LAND BEING IN LAND LOTS 316 AND 317, 11TH DISTRICT, IN ROCKDALE COUNTY, GEORGIA, AND CONSISTING OF 1.06 ACRES, MORE OR LESS. 2942 NW MACEDONIA RD MAP AND PARCEL/BILL # 0560010003/438295 CURRENT RECORD HOLDER: OUR LIVING HOPE CHRISTIAN CENTER DEFENDANT IN FI-FA: SAME AS CR(S) TAX YEARS DUE: 2024 DEED BOOK: 6769/287 LEGAL DESCRIPTION: ALL THAT TRACT OF LAND BEING IN LAND LOT 242, 10TH DISTRICT, IN ROCKDALE COUNTY, GEORGIA, AND CONSISTING OF 35.274 ACRES, MORE OR LESS, AS SHOWN IN PLAT BOOK 43, PAGE 46. 2061 SE HIGHWAY 138 MAP AND PARCEL/BILL # 0700010008/438312 CURRENT RECORD HOLDER: PAGE BETH PATCH DEFENDANT IN FI-FA: SAME AS CR(S) TAX YEARS DUE: 2024 DEED BOOK: 4726/90 LEGAL DESCRIPTION: ALL THAT TRACT OF LAND BEING IN LAND LOT 294, 16TH DISTRICT, IN ROCKDALE COUNTY, GEORGIA, BEING LOT 5, BLOCK A, OF HIGHLAND ESTATES SUBDIVISION, AS SHOWN IN PLAT BOOK 2, PAGE 51. 1646 NW LAUREL CT MAP AND PARCEL/BILL # 0900010007/438326 CURRENT RECORD HOLDER: PHAN QUANG VINH & PHAN HANG NGUYEN DEFENDANT IN FI-FA: SAME AS CR(S) TAX YEARS DUE: 2024 DEED BOOK: 6920/75 LEGAL DESCRIPTION: ALL THAT TRACT OF LAND BEING IN LAND LOT 9 AND 10, 11TH DISTRICT, IN ROCKDALE COUNTY, GEORGIA	[530, 85, 613, 1410]
category-title: Tax Notice	[232, 72, 261, 78]
category-title: Tax Notice	[408, 72, 437, 78]
column-header	[616, 68, 703, 83]
notice-text: ALL THAT TRACT OF LAND BEING IN LAND LOT 153, 10TH DISTRICT, IN ROCKDALE COUNTY, GEORGIA, AND CONSISTING OF 0.504 ACRES, MORE OR LESS, BEING LOT 15, BLOCK A, PHASE 1, OF PLANTATION WOODS SUBDIVISION, AS SHOWN IN PLAT BOOK U, PAGE 136. 1038 SE PLANTATION BLVD MAP AND PARCEL/BILL # 0800030128/417676 CURRENT RECORD HOLDER: GILES RU FUS & JOHNNIE MAE GILES ESTATES AND ALL HEIRS KNOWN AND UNKNOWN DEFENDANT IN FI-FA: SAME AS CR(S) TAX YEARS DUE: 2023 DEED BOOK: 143341 LEGAL DESCRIPTION: ALL THAT TRACT OF LAND BEING IN LAND LOT 281, 16TH DISTRICT, IN ROCKDALE COUNTY, GEORGIA, AND CONSISTING OF 2.00 ACRES, MORE OR LESS. 3295 NE HWY 138 MAP AND PARCEL/BILL # 0920010001/417607 CURRENT RECORD HOLDER: GILES RU FUS & GILES JOHNNIE W ESTATES AND ALL HEIRS KNOWN AND UNKNOWN DEFENDANT IN FI-FA: SAME AS CR(S) TAX YEARS DUE: 2023-2024 DEED BOOK: 84997 LEGAL DESCRIPTION: ALL THAT TRACT OF LAND BEING IN LAND LOT 281, 16TH DISTRICT, IN ROCKDALE COUNTY, GEORGIA, AND CONSISTING OF 1.0 ACRES, MORE OR LESS. 1235 NE BROOKVIEW DR MAP AND PARCEL/BILL # 0920010001/419856 CURRENT RECORD HOLDER: GLENN AARON DEFENDANT IN FI-FA: SAME AS CR(S) TAX YEARS DUE: 2024 DEED BOOK: 7486/560 LEGAL DESCRIPTION: ALL THAT TRACT OF LAND BEING IN LAND LOT 210, 11TH DISTRICT, IN ROCKDALE COUNTY, GEORGIA, AND CONSISTING OF 0.41 ACRES, MORE OR LESS, BEING LOT 17, BLOCK C, OF BRIGHTON ESTATES SUBDIVISION, AS SHOWN IN PLAT BOOK 17, PAGE 264. 2080 SW BRIGHTON WAY MAP AND PARCEL/BILL # 0540010018/419918 CURRENT RECORD HOLDER: GOMEZ AGUILERA J HERNANDEZ DEFENDANT IN FI-FA: SAME AS CR(S) TAX YEARS DUE: 2024 DEED BOOK: 6700/299 LEGAL DESCRIPTION: ALL THAT TRACT OF LAND BEING IN LAND LOT 314, 16TH DISTRICT, IN ROCKDALE COUNTY, GEORGIA, AND CONSISTING OF 1.351 ACRES, MORE OR LESS, AS SHOWN IN PLAT BOOK 1465, PAGE 91. 2002 NE HIGHWAY 20 MAP AND PARCEL/BILL # 0470030043/419980 CURRENT RECORD HOLDER: GOOD TIFFANY L DEFENDANT IN FI-FA: SAME AS CR(S) TAX YEARS DUE: 2024 DEED BOOK: 7370/4 LEGAL DESCRIPTION: ALL THAT TRACT OF LAND BEING IN LAND LOT 176, 10TH DISTRICT, IN ROCKDALE COUNTY, GEORGIA, BEING PART OF LOT 2 OF STANTON WOODS SOUTH SUBDIVISION AS SHOWN IN PLAT BOOK 10, PAGE 46. 2922 SE STANTON RD MAP AND PARCEL/BILL # 0540010024/420179 CURRENT RECORD HOLDER: GRANT COURTNEY DEFENDANT IN FI-FA: SAME AS CR(S) TAX YEARS DUE: 2024 DEED BOOK: 7460/10 LEGAL DESCRIPTION: ALL THAT TRACT OF LAND BEING IN LAND LOT 156, 16TH DISTRICT, IN ROCKDALE COUNTY, GEORGIA, BEING LOT 21, BLOCK A, OF CONYERS STATION SUBDIVISION AS SHOWN IN PLAT BOOK 17, PAGE 109. NW LAKEVIEW DRIVE MAP AND PARCEL/BILL # 0730010022/421952 CURRENT RECORD HOLDER: GREENE LYNDON DEFENDANT IN FI-FA: BARBARA PETER S AND GEMA ALICIA LYNDON TAX YEARS DUE: 2022-2024 DEED BOOK: 7264/174 (PORTION) LEGAL DESCRIPTION: ALL THAT TRACT OF LAND BEING IN LAND LOT 342 AND 349, 16TH DISTRICT, IN ROCKDALE COUNTY, GEORGIA, BEING LOT 2, BLOCK A, PHASE II, OF MOUNTAIN VALLEY ESTATES SUBDIVISION AS SHOWN IN PLAT BOOK 14, PAGE 99. 2285 NE SHOALS DR MAP AND PARCEL/BILL # 0750010011/423085 CURRENT RECORD HOLDER: HALL JEPHREY HEATON DEFENDANT IN FI-FA: SAME AS CR(S) TAX YEARS DUE: 2024 DEED BOOK: 4977/177 LEGAL DESCRIPTION: ALL THAT TRACT OF LAND BEING IN LAND LOT 283, 16TH DISTRICT, IN ROCKDALE COUNTY, GEORGIA, BEING LOT 3, BLOCK D, OF LOUIS SUBDIVISION AS SHOWN IN PLAT BOOK 4, PAGE 61. 1057 NE ROCKRIDGE TRL MAP AND PARCEL/BILL # 0900010001/423136 CURRENT RECORD HOLDER: HALL NYASHA DEFENDANT IN FI-FA: SAME AS CR(S) TAX YEARS DUE: 2024 DEED BOOK: 6761/4 LEGAL DESCRIPTION: ALL THAT TRACT OF LAND BEING IN LAND LOT 293, 16TH DISTRICT	[2, 85, 85, 1273]
column-header	[88, 68, 175, 83]
category-code: 9077	[354, 72, 368, 78]
diamond-separator-icon: ◆	[522, 43, 530, 53]
category-code: 9077	[266, 72, 280, 78]
column-header	[0, 68, 87, 83]
notice-text: LEGAL DESCRIPTION: ALL THAT TRACT OF LAND BEING IN LAND LOT 321, 10TH DISTRICT, IN ROCKDALE COUNTY, GEORGIA, BEING LOT 23, UNIT 2, OF LAMBERT ESTATES SUBDIVISION, AS SHOWN IN PLAT BOOK 11, PAGE 10. 1366 SE LAMBETH WAY MAP AND PARCEL/BILL # 0630010001/437002 CURRENT RECORD HOLDER: KND MANAGEMENT LLC DEFENDANT IN FI-FA: SAME AS CR(S) TAX YEARS DUE: 2024 DEED BOOK: 7129/127 (PORTION) LEGAL DESCRIPTION: ALL THAT TRACT OF LAND BEING IN LAND LOT 266, 16TH DISTRICT, IN ROCKDALE COUNTY, GEORGIA, BEING LOT 6, BLOCK A, OF BLACKHAWK INDUSTRIAL PARK SUBDIVISION, AS SHOWN IN PLAT BOOK 2, PAGE 15. 1318 SW OLYMPIC CT MAP AND PARCEL/BILL # 0430010002/437046 CURRENT RECORD HOLDER: KND MANAGEMENT LLC DEFENDANT IN FI-FA: SAME AS CR(S) TAX YEARS DUE: 2024 DEED BOOK: 7129/127 (PORTION) LEGAL DESCRIPTION: ALL THAT TRACT OF LAND BEING IN LAND LOT 266, 16TH DISTRICT, IN ROCKDALE COUNTY, GEORGIA, BEING LOT 7, BLOCK B, OF BLACKHAWK INDUSTRIAL PARK SUBDIVISION, AS SHOWN IN PLAT BOOK 2, PAGE 15. 1316 SW OLYMPIC CT MAP AND PARCEL/BILL # 0470103008/437057 CURRENT RECORD HOLDER: KNOWLDEN DERRICK L & KNOWLDEN PEARL DEFENDANT IN FI-FA: SAME AS CR(S) TAX YEARS DUE: 2024 DEED BOOK: 7456/10 LEGAL DESCRIPTION: ALL THAT TRACT OF LAND BEING IN LAND LOT 292, 16TH DISTRICT, IN ROCKDALE COUNTY, GEORGIA, BEING LOT 13, BLOCK A, OF HUNTERS HOLLOW SUBDIVISION, AS SHOWN IN PLAT BOOK 20, PAGE 120. 1335 NW BRENDA DR MAP AND PARCEL/BILL # 0470103007/438025 CURRENT RECORD HOLDER: LANGBECKER EDWARD R RANDALL W & LANGBECKER LAURA DEFENDANT IN FI-FA: SAME AS CR(S) TAX YEARS DUE: 2024 DEED BOOK: 6371/31 (PORTION) LEGAL DESCRIPTION: ALL THAT TRACT OF LAND BEING IN LAND LOT 319, 16TH DISTRICT, IN ROCKDALE COUNTY, GEORGIA, AND CONSISTING OF 2.54 ACRES, MORE OR LESS, AS SHOWN IN PLAT BOOK K, PAGE 149. 1390 SW JOHNSON ROAD MAP AND PARCEL/BILL # 0480010071/438026 CURRENT RECORD HOLDER: LANGBECKER LAURA & LANGBECKER EDWARD R RANDALL W DEFENDANT IN FI-FA: SAME AS CR(S) TAX YEARS DUE: 2024 DEED BOOK: 6371/31 (PORTION) LEGAL DESCRIPTION: ALL THAT TRACT OF LAND BEING IN LAND LOT 319, 16TH DISTRICT, IN ROCKDALE COUNTY, GEORGIA, BEING LOT 6 OF LANGBECKER ESTATES AS SHOWN IN PLAT BOOK 41, PAGE 94. 1350 SW JOHNSON RD MAP AND PARCEL/BILL # 0860010034/438027 CURRENT RECORD HOLDER: LASHLEY COURTNEY D DEFENDANT IN FI-FA: SAME AS CR(S) TAX YEARS DUE: 2024 DEED BOOK: 6984/13 LEGAL DESCRIPTION: ALL THAT TRACT OF LAND BEING IN LAND LOT 161, 16TH DISTRICT, IN ROCKDALE COUNTY, GEORGIA, BEING LOT 10, BLOCK E, OF BRANDYWINE PLANTATION ACRES SUBDIVISION, AS SHOWN IN PLAT BOOK 20, PAGE 249. 1282 LARK LANE MAP AND PARCEL/BILL # 0560010002/438037 CURRENT RECORD HOLDER: LONGHART JOSHUA D DEFENDANT IN FI-FA: SAME AS CR(S) TAX YEARS DUE: 2024 DEED BOOK: 7444/98 LEGAL DESCRIPTION: ALL THAT TRACT OF LAND BEING IN LAND LOT 23, 16TH DISTRICT, IN ROCKDALE COUNTY, GEORGIA, BEING LOT 23, BLOCK J, OF BRISTOL WOODS SUBDIVISION, AS SHOWN IN PLAT BOOK 9, PAGE 24. 2533 NE SWAN LAKE DR MAP AND PARCEL/BILL # 0500010014/438040 CURRENT RECORD HOLDER: LOOK BELLINGHAM & AKANO DONALD H & LISA L LIGHTHOUSE MINISTRIES USA INC DEFENDANT IN FI-FA: SAME AS CR(S) TAX YEARS DUE: 2024 DEED BOOK: 7364/15 LEGAL DESCRIPTION: ALL THAT TRACT OF LAND BEING IN LAND LOT 177, 11TH DISTRICT, IN ROCKDALE COUNTY, GEORGIA, BEING TRACT 3, AS SHOWN IN PLAT BOOK 7, PAGE 106. 3057 SW DEXTER RD MAP AND PARCEL/BILL # 0630010004/438042 CURRENT RECORD HOLDER: LOPEZ MISAEL & URBANO MARGARITA DEFENDANT IN FI-FA: SAME AS CR(S) TAX YEARS DUE: 2024 DEED BOOK: 6368/69 LEGAL DESCRIPTION: ALL THAT TRACT OF LAND BEING IN LAND LOT 179, 16TH DISTRICT, IN ROCKDALE COUNTY, GEORGIA, BEING LOT 31 OF HI ROC SHORES DEVELOPMENT SUBDIVISION, AS SHOWN IN PLAT BOOK C, PAGE 114. 2418 NE PINERIDGE DR MAP AND PARCEL/BILL # 0300010001/438044 CURRENT RECORD HOLDER: LOUIS ALEX & SMITH-LOUIS FELICIA DEFENDANT IN FI-FA: SAME AS CR(S) TAX YEARS DUE: 2024 DEED BOOK: 7338/204 LEGAL DESCRIPTION: ALL THAT TRACT OF LAND BEING IN LAND LOT 329, 16TH DISTRICT, IN ROCKDALE COUNTY, GEORGIA, AS SHOWN IN PLAT BOOK 36	[354, 85, 437, 1402]
category-code: 9077	[90, 72, 104, 78]
category-title: Tax Notice	[320, 72, 349, 78]
legal-notice-column	[528, 68, 616, 1584]
category-title: Tax Notice	[760, 72, 789, 78]
